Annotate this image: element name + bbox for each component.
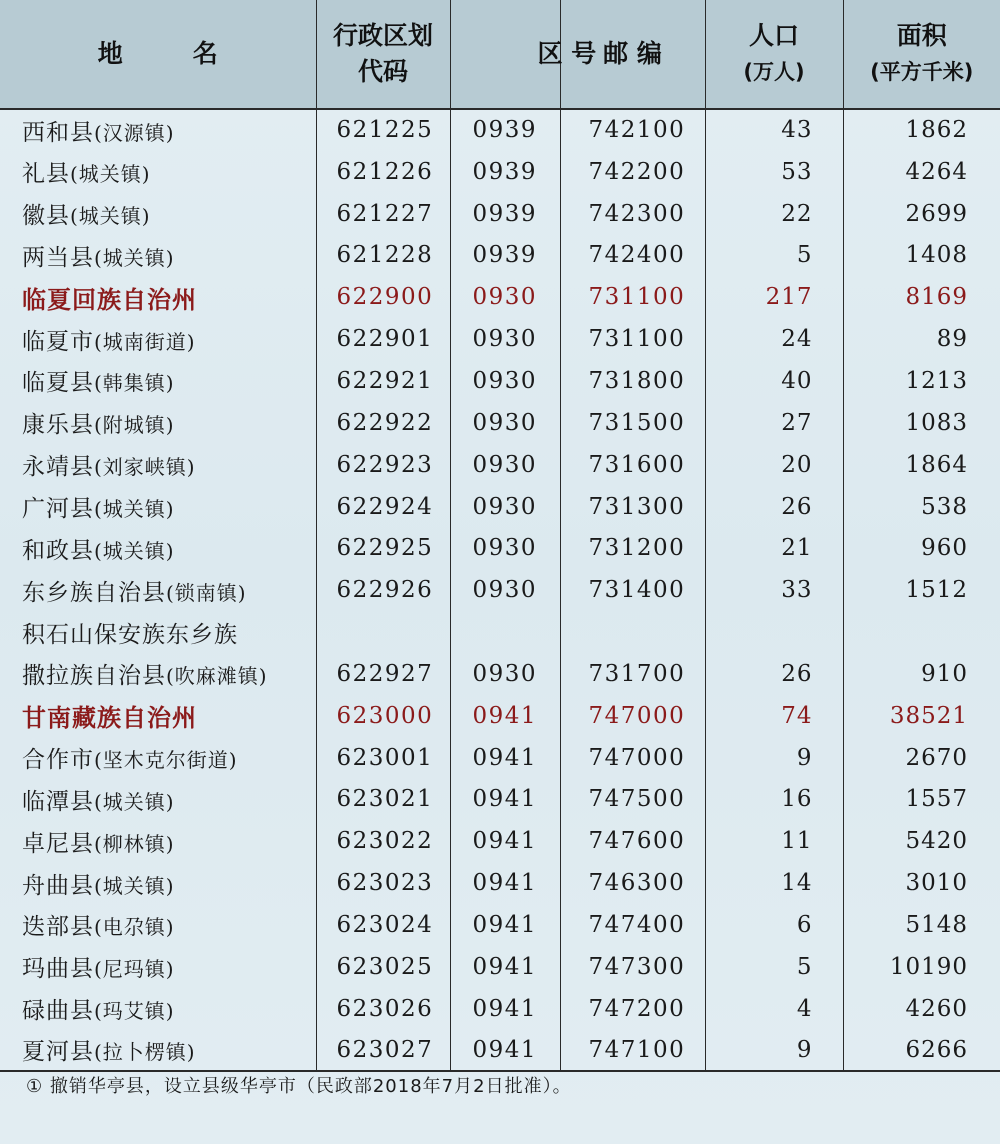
cell-population: 217 [705, 276, 843, 318]
place-name: 舟曲县 [22, 872, 94, 899]
cell-name [0, 527, 316, 569]
header-name: 地 名 [0, 0, 316, 109]
cell-area: 960 [843, 527, 1000, 569]
cell-area: 10190 [843, 946, 1000, 988]
cell-code: 622900 [316, 276, 450, 318]
table-row [0, 151, 1000, 193]
cell-area: 1512 [843, 569, 1000, 611]
cell-code: 623026 [316, 988, 450, 1030]
table-row [0, 946, 1000, 988]
cell-area: 89 [843, 318, 1000, 360]
cell-code: 622925 [316, 527, 450, 569]
cell-population: 40 [705, 360, 843, 402]
cell-name [0, 611, 316, 653]
cell-name [0, 946, 316, 988]
cell-area-code: 0939 [450, 151, 560, 193]
cell-name [0, 402, 316, 444]
cell-name [0, 1030, 316, 1072]
table-row [0, 193, 1000, 235]
cell-population: 14 [705, 862, 843, 904]
place-name: 临夏县 [22, 370, 94, 397]
cell-name [0, 235, 316, 277]
cell-postal: 747100 [560, 1030, 705, 1072]
cell-postal: 747600 [560, 820, 705, 862]
place-name: 永靖县 [22, 454, 94, 481]
cell-population: 20 [705, 444, 843, 486]
seat-name: (吹麻滩镇) [166, 664, 268, 689]
cell-postal: 747300 [560, 946, 705, 988]
place-name: 临夏市 [22, 328, 94, 355]
cell-area-code: 0930 [450, 360, 560, 402]
cell-code: 621227 [316, 193, 450, 235]
cell-postal: 731200 [560, 527, 705, 569]
cell-area-code: 0930 [450, 318, 560, 360]
seat-name: (拉卜楞镇) [94, 1040, 196, 1065]
cell-population: 11 [705, 820, 843, 862]
cell-code: 622922 [316, 402, 450, 444]
cell-area-code: 0930 [450, 444, 560, 486]
seat-name: (刘家峡镇) [94, 455, 196, 480]
table-row [0, 820, 1000, 862]
place-name: 甘南藏族自治州 [22, 704, 197, 733]
table-row [0, 611, 1000, 653]
table-row [0, 1030, 1000, 1072]
cell-population: 74 [705, 695, 843, 737]
cell-code: 621226 [316, 151, 450, 193]
cell-postal: 731100 [560, 318, 705, 360]
cell-population: 26 [705, 653, 843, 695]
cell-name [0, 486, 316, 528]
seat-name: (城南街道) [94, 329, 196, 354]
cell-postal: 731300 [560, 486, 705, 528]
cell-area-code: 0941 [450, 695, 560, 737]
table-row [0, 318, 1000, 360]
cell-name [0, 569, 316, 611]
cell-name [0, 904, 316, 946]
seat-name: (城关镇) [94, 873, 175, 898]
cell-area: 538 [843, 486, 1000, 528]
cell-area-code: 0941 [450, 862, 560, 904]
place-name: 临夏回族自治州 [22, 285, 197, 314]
seat-name: (附城镇) [94, 413, 175, 438]
place-name: 东乡族自治县 [22, 579, 166, 606]
cell-area: 1408 [843, 235, 1000, 277]
cell-postal: 746300 [560, 862, 705, 904]
table-row [0, 486, 1000, 528]
cell-code: 622924 [316, 486, 450, 528]
cell-code: 621225 [316, 109, 450, 151]
cell-name [0, 862, 316, 904]
cell-area-code: 0930 [450, 527, 560, 569]
cell-population: 33 [705, 569, 843, 611]
place-name: 康乐县 [22, 412, 94, 439]
cell-area: 1864 [843, 444, 1000, 486]
seat-name: (韩集镇) [94, 371, 175, 396]
cell-population: 6 [705, 904, 843, 946]
cell-area: 1083 [843, 402, 1000, 444]
seat-name: (电尕镇) [94, 915, 175, 940]
cell-postal: 731700 [560, 653, 705, 695]
cell-area-code: 0930 [450, 486, 560, 528]
cell-postal: 747400 [560, 904, 705, 946]
seat-name: (城关镇) [94, 789, 175, 814]
cell-population: 5 [705, 235, 843, 277]
cell-area [843, 611, 1000, 653]
cell-population: 22 [705, 193, 843, 235]
table-row [0, 444, 1000, 486]
place-name: 迭部县 [22, 914, 94, 941]
place-name: 广河县 [22, 496, 94, 523]
cell-area-code [450, 611, 560, 653]
cell-area: 5420 [843, 820, 1000, 862]
cell-name [0, 653, 316, 695]
header-population: 人口 (万人) [705, 0, 843, 109]
seat-name: (玛艾镇) [94, 999, 175, 1024]
cell-name [0, 109, 316, 151]
cell-area-code: 0939 [450, 235, 560, 277]
cell-area: 6266 [843, 1030, 1000, 1072]
cell-area-code: 0941 [450, 737, 560, 779]
cell-area: 910 [843, 653, 1000, 695]
cell-area: 1862 [843, 109, 1000, 151]
cell-postal: 731500 [560, 402, 705, 444]
cell-name [0, 695, 316, 737]
cell-area-code: 0941 [450, 904, 560, 946]
header-code: 行政区划 代码 [316, 0, 450, 109]
cell-area: 4264 [843, 151, 1000, 193]
cell-area: 1213 [843, 360, 1000, 402]
seat-name: (坚木克尔街道) [94, 748, 238, 773]
table-row [0, 988, 1000, 1030]
cell-population: 26 [705, 486, 843, 528]
table-row [0, 527, 1000, 569]
cell-code: 621228 [316, 235, 450, 277]
place-name: 徽县 [22, 203, 70, 230]
cell-area-code: 0930 [450, 276, 560, 318]
prefecture-row [0, 276, 1000, 318]
place-name: 礼县 [22, 161, 70, 188]
cell-code: 622926 [316, 569, 450, 611]
cell-postal: 742400 [560, 235, 705, 277]
cell-code: 623027 [316, 1030, 450, 1072]
seat-name: (城关镇) [94, 245, 175, 270]
seat-name: (城关镇) [70, 162, 151, 187]
table-row [0, 109, 1000, 151]
seat-name: (尼玛镇) [94, 957, 175, 982]
cell-code: 622921 [316, 360, 450, 402]
place-name: 西和县 [22, 119, 94, 146]
place-name: 和政县 [22, 537, 94, 564]
cell-area-code: 0930 [450, 402, 560, 444]
cell-name [0, 276, 316, 318]
cell-area-code: 0939 [450, 109, 560, 151]
prefecture-row [0, 695, 1000, 737]
cell-area: 2670 [843, 737, 1000, 779]
cell-population: 16 [705, 779, 843, 821]
cell-area: 8169 [843, 276, 1000, 318]
cell-postal [560, 611, 705, 653]
cell-population: 27 [705, 402, 843, 444]
header-area-code: 区 号 [450, 0, 560, 109]
place-name: 两当县 [22, 244, 94, 271]
cell-area: 2699 [843, 193, 1000, 235]
place-name: 碌曲县 [22, 998, 94, 1025]
cell-area: 3010 [843, 862, 1000, 904]
cell-population: 9 [705, 1030, 843, 1072]
cell-population: 5 [705, 946, 843, 988]
cell-code: 622923 [316, 444, 450, 486]
cell-postal: 731600 [560, 444, 705, 486]
seat-name: (汉源镇) [94, 120, 175, 145]
cell-area: 1557 [843, 779, 1000, 821]
header-postal: 邮 编 [560, 0, 705, 109]
place-name: 撒拉族自治县 [22, 663, 166, 690]
table-body [0, 109, 1000, 1071]
cell-area-code: 0941 [450, 1030, 560, 1072]
seat-name: (锁南镇) [166, 580, 247, 605]
cell-postal: 747500 [560, 779, 705, 821]
cell-code: 623001 [316, 737, 450, 779]
cell-area-code: 0941 [450, 779, 560, 821]
place-name: 积石山保安族东乡族 [22, 621, 238, 648]
cell-postal: 731800 [560, 360, 705, 402]
table-row [0, 737, 1000, 779]
footnote: ① 撤销华亭县，设立县级华亭市（民政部2018年7月2日批准）。 [26, 1076, 572, 1097]
cell-name [0, 444, 316, 486]
cell-code: 622927 [316, 653, 450, 695]
cell-code: 623000 [316, 695, 450, 737]
cell-area: 38521 [843, 695, 1000, 737]
cell-code: 623022 [316, 820, 450, 862]
cell-postal: 731400 [560, 569, 705, 611]
cell-postal: 742200 [560, 151, 705, 193]
cell-name [0, 779, 316, 821]
cell-code: 623025 [316, 946, 450, 988]
cell-name [0, 737, 316, 779]
cell-postal: 747200 [560, 988, 705, 1030]
cell-population: 4 [705, 988, 843, 1030]
cell-population: 24 [705, 318, 843, 360]
cell-area-code: 0941 [450, 820, 560, 862]
cell-postal: 747000 [560, 695, 705, 737]
cell-area-code: 0941 [450, 988, 560, 1030]
cell-name [0, 151, 316, 193]
cell-population: 53 [705, 151, 843, 193]
cell-name [0, 988, 316, 1030]
cell-name [0, 318, 316, 360]
cell-area-code: 0941 [450, 946, 560, 988]
place-name: 临潭县 [22, 788, 94, 815]
cell-code: 623023 [316, 862, 450, 904]
header-area: 面积 (平方千米) [843, 0, 1000, 109]
cell-area: 5148 [843, 904, 1000, 946]
cell-area-code: 0930 [450, 653, 560, 695]
cell-name [0, 360, 316, 402]
cell-postal: 742100 [560, 109, 705, 151]
cell-code: 622901 [316, 318, 450, 360]
seat-name: (城关镇) [70, 204, 151, 229]
table-row [0, 653, 1000, 695]
cell-area: 4260 [843, 988, 1000, 1030]
table-row [0, 779, 1000, 821]
table-row [0, 862, 1000, 904]
cell-population: 43 [705, 109, 843, 151]
cell-postal: 742300 [560, 193, 705, 235]
cell-code [316, 611, 450, 653]
cell-name [0, 820, 316, 862]
cell-name [0, 193, 316, 235]
place-name: 卓尼县 [22, 830, 94, 857]
table-row [0, 569, 1000, 611]
place-name: 玛曲县 [22, 956, 94, 983]
cell-area-code: 0939 [450, 193, 560, 235]
place-name: 合作市 [22, 747, 94, 774]
cell-postal: 731100 [560, 276, 705, 318]
cell-population [705, 611, 843, 653]
table-row [0, 904, 1000, 946]
cell-code: 623021 [316, 779, 450, 821]
seat-name: (柳林镇) [94, 831, 175, 856]
table-row [0, 235, 1000, 277]
cell-population: 21 [705, 527, 843, 569]
table-header [0, 0, 1000, 109]
place-name: 夏河县 [22, 1039, 94, 1066]
cell-area-code: 0930 [450, 569, 560, 611]
cell-population: 9 [705, 737, 843, 779]
cell-postal: 747000 [560, 737, 705, 779]
table-row [0, 402, 1000, 444]
cell-code: 623024 [316, 904, 450, 946]
table-row [0, 360, 1000, 402]
seat-name: (城关镇) [94, 497, 175, 522]
seat-name: (城关镇) [94, 538, 175, 563]
